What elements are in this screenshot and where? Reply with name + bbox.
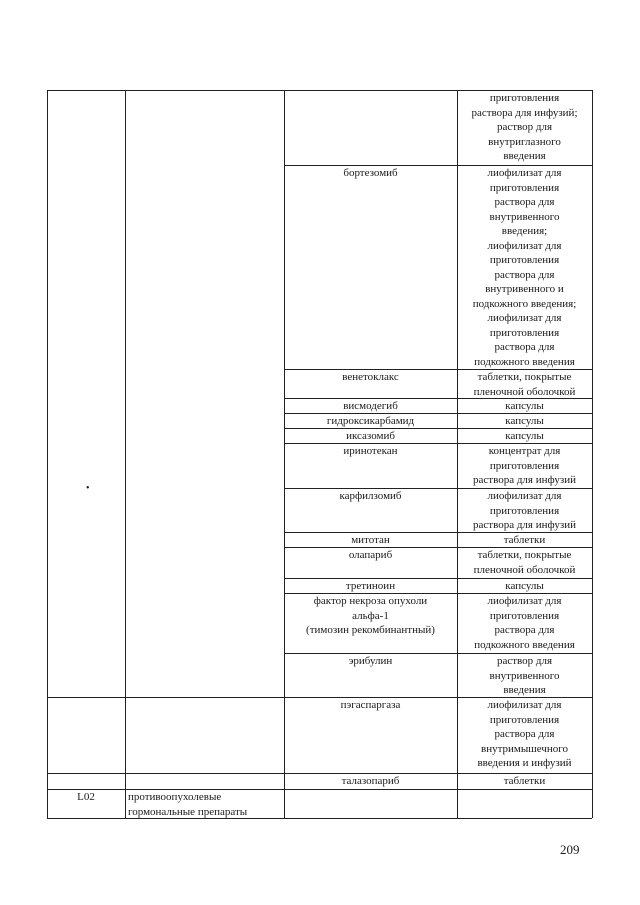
- drug-name: карфилзомиб: [339, 490, 402, 502]
- table-rule: [457, 90, 458, 818]
- dosage-form: капсулы: [505, 400, 544, 412]
- drug-name: талазопариб: [341, 775, 400, 787]
- dosage-form: таблетки, покрытые пленочной оболочкой: [473, 549, 576, 576]
- dosage-form: капсулы: [505, 430, 544, 442]
- dosage-form: таблетки, покрытые пленочной оболочкой: [473, 371, 576, 398]
- page-number: 209: [560, 842, 580, 857]
- dosage-form: лиофилизат для приготовления раствора для подкожного введения: [474, 595, 575, 651]
- drug-name: пэгаспаргаза: [340, 699, 401, 711]
- drug-name: иринотекан: [343, 445, 398, 457]
- dosage-form: концентрат для приготовления раствора для инфузий: [473, 445, 576, 486]
- table-rule: [125, 90, 126, 818]
- dosage-form: раствор для внутривенного введения: [489, 655, 560, 696]
- dosage-form: капсулы: [505, 580, 544, 592]
- drug-name: третиноин: [345, 580, 396, 592]
- drug-name: иксазомиб: [346, 430, 395, 442]
- dosage-form: таблетки: [503, 775, 546, 787]
- dosage-form: лиофилизат для приготовления раствора для внутримышечного введения и инфузий: [477, 699, 572, 769]
- drug-name: олапариб: [348, 549, 393, 561]
- stray-mark: •: [86, 483, 90, 494]
- dosage-form: лиофилизат для приготовления раствора для инфузий: [473, 490, 576, 531]
- drug-name: висмодегиб: [343, 400, 398, 412]
- drug-name: бортезомиб: [343, 167, 398, 179]
- dosage-form: приготовления раствора для инфузий; раствор для внутриглазного введения: [471, 92, 578, 162]
- atc-code: L02: [77, 791, 95, 803]
- dosage-form: таблетки: [503, 534, 546, 546]
- drug-name: митотан: [351, 534, 390, 546]
- table-rule: [284, 90, 285, 818]
- atc-group-name: противоопухолевые гормональные препараты: [128, 791, 248, 818]
- dosage-form: капсулы: [505, 415, 544, 427]
- dosage-form: лиофилизат для приготовления раствора для внутривенного введения; лиофилизат для приготовления раствора для внутривенного и подкожного введения; лиофилизат для приготовления раствора для подкожного введения: [472, 167, 577, 368]
- drug-name: эрибулин: [348, 655, 393, 667]
- drug-name: венетоклакс: [342, 371, 399, 383]
- table-rule: [47, 90, 48, 818]
- drug-name: фактор некроза опухоли альфа-1 (тимозин рекомбинантный): [306, 595, 435, 636]
- drug-name: гидроксикарбамид: [326, 415, 415, 427]
- table-rule: [592, 90, 593, 818]
